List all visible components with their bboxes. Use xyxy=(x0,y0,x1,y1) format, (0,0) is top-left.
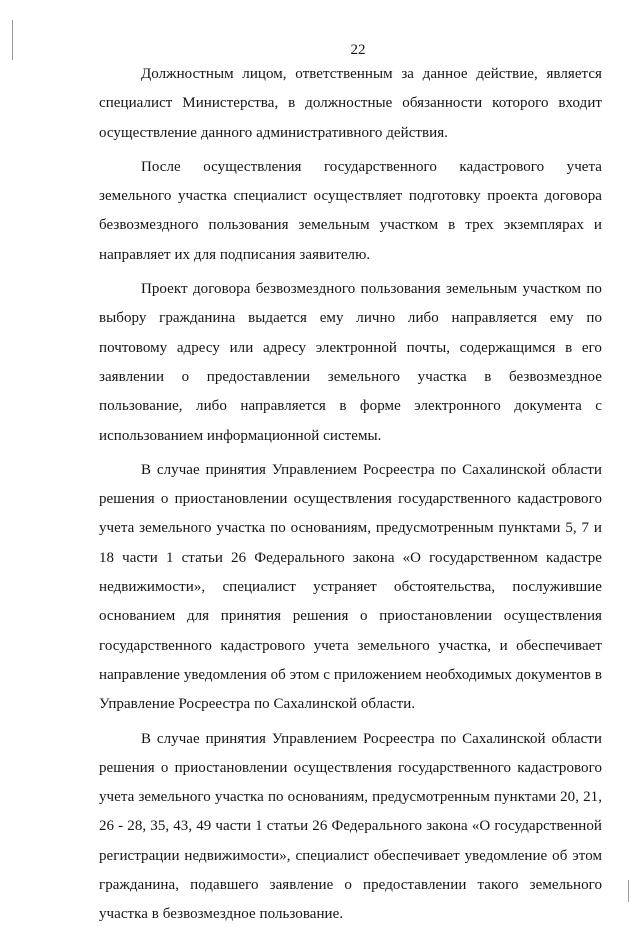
scan-edge-mark xyxy=(12,20,13,60)
paragraph-4: В случае принятия Управлением Росреестра по Сахалинской области решения о приостановлении осуществления государственного кадастрового учета земельного участка по основаниям, предусмотренным пунктами 5, 7 и 18 части 1 статьи 26 Федерального закона «О государственном кадастре недвижимости», специалист устраняет обстоятельства, послужившие основанием для принятия решения о приостановлении осуществления государственного кадастрового учета земельного участка, и обеспечивает направление уведомления об этом с приложением необходимых документов в Управление Росреестра по Сахалинской области. xyxy=(99,461,602,713)
paragraph-2: После осуществления государственного кадастрового учета земельного участка специалист осуществляет подготовку проекта договора безвозмездного пользования земельным участком в трех экземплярах и направляет их для подписания заявителю. xyxy=(99,158,602,263)
document-body xyxy=(99,60,602,935)
paragraph-3: Проект договора безвозмездного пользования земельным участком по выбору гражданина выдается ему лично либо направляется ему по почтовому адресу или адресу электронной почты, содержащимся в его заявлении о предоставлении земельного участка в безвозмездное пользование, либо направляется в форме электронного документа с использованием информационной системы. xyxy=(99,281,602,444)
scan-edge-mark xyxy=(628,880,629,902)
page-number: 22 xyxy=(350,42,366,58)
paragraph-1: Должностным лицом, ответственным за данное действие, является специалист Министерства, в должностные обязанности которого входит осуществление данного административного действия. xyxy=(99,66,602,141)
paragraph-5: В случае принятия Управлением Росреестра по Сахалинской области решения о приостановлении осуществления государственного кадастрового учета земельного участка по основаниям, предусмотренным пунктами 20, 21, 26 - 28, 35, 43, 49 части 1 статьи 26 Федерального закона «О государственной регистрации недвижимости», специалист обеспечивает уведомление об этом гражданина, подавшего заявление о предоставлении такого земельного участка в безвозмездное пользование. xyxy=(99,730,602,923)
